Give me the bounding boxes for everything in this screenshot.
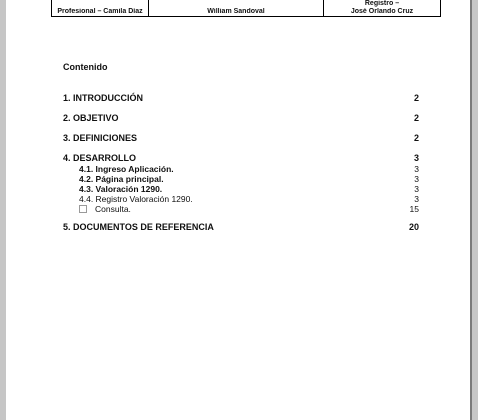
toc-entry-consulta[interactable] xyxy=(63,204,419,214)
toc-entry-ingreso-aplicacion[interactable] xyxy=(63,164,419,174)
toc-entry-page: 3 xyxy=(414,174,419,184)
toc-entry-page: 2 xyxy=(413,93,419,103)
toc-entry-label: 4.3. Valoración 1290. xyxy=(79,184,163,194)
toc-entry-page: 3 xyxy=(414,184,419,194)
bullet-box-icon xyxy=(79,205,87,213)
header-cell-elaborated xyxy=(52,0,149,17)
toc-entry-page: 3 xyxy=(414,194,419,204)
toc-entry-label: 3. DEFINICIONES xyxy=(63,133,138,143)
header-cell-reviewed xyxy=(149,0,324,17)
viewer-background-right xyxy=(472,0,478,420)
document-page xyxy=(6,0,470,420)
header-reviewed-name: William Sandoval xyxy=(207,8,265,15)
toc-entry-label: 5. DOCUMENTOS DE REFERENCIA xyxy=(63,222,214,232)
header-cell-approved xyxy=(324,0,441,17)
toc-entry-page: 15 xyxy=(409,204,419,214)
toc-entry-label: 2. OBJETIVO xyxy=(63,113,119,123)
toc-entry-documentos-referencia[interactable] xyxy=(63,222,419,233)
table-of-contents xyxy=(63,93,419,233)
toc-entry-label: 4.4. Registro Valoración 1290. xyxy=(79,194,193,204)
toc-entry-valoracion-1290[interactable] xyxy=(63,184,419,194)
toc-entry-desarrollo[interactable] xyxy=(63,153,419,164)
toc-entry-label: 1. INTRODUCCIÓN xyxy=(63,93,144,103)
toc-entry-label: Consulta. xyxy=(95,204,131,214)
toc-entry-page: 20 xyxy=(408,222,419,232)
toc-entry-page: 3 xyxy=(414,164,419,174)
toc-entry-page: 2 xyxy=(413,133,419,143)
toc-entry-label: 4. DESARROLLO xyxy=(63,153,137,163)
header-approval-table xyxy=(51,0,441,17)
toc-entry-label: 4.1. Ingreso Aplicación. xyxy=(79,164,174,174)
toc-entry-definiciones[interactable] xyxy=(63,133,419,144)
header-approved-role: Registro – xyxy=(364,0,400,7)
toc-heading: Contenido xyxy=(63,62,108,72)
toc-entry-objetivo[interactable] xyxy=(63,113,419,124)
toc-entry-page: 2 xyxy=(413,113,419,123)
header-approved-name: José Orlando Cruz xyxy=(350,8,414,15)
toc-entry-label: 4.2. Página principal. xyxy=(79,174,164,184)
toc-entry-introduccion[interactable] xyxy=(63,93,419,104)
toc-entry-label-wrap xyxy=(79,204,131,214)
toc-entry-registro-valoracion[interactable] xyxy=(63,194,419,204)
toc-entry-page: 3 xyxy=(413,153,419,163)
header-elaborated-name: Profesional – Camila Díaz xyxy=(57,8,143,15)
toc-entry-pagina-principal[interactable] xyxy=(63,174,419,184)
